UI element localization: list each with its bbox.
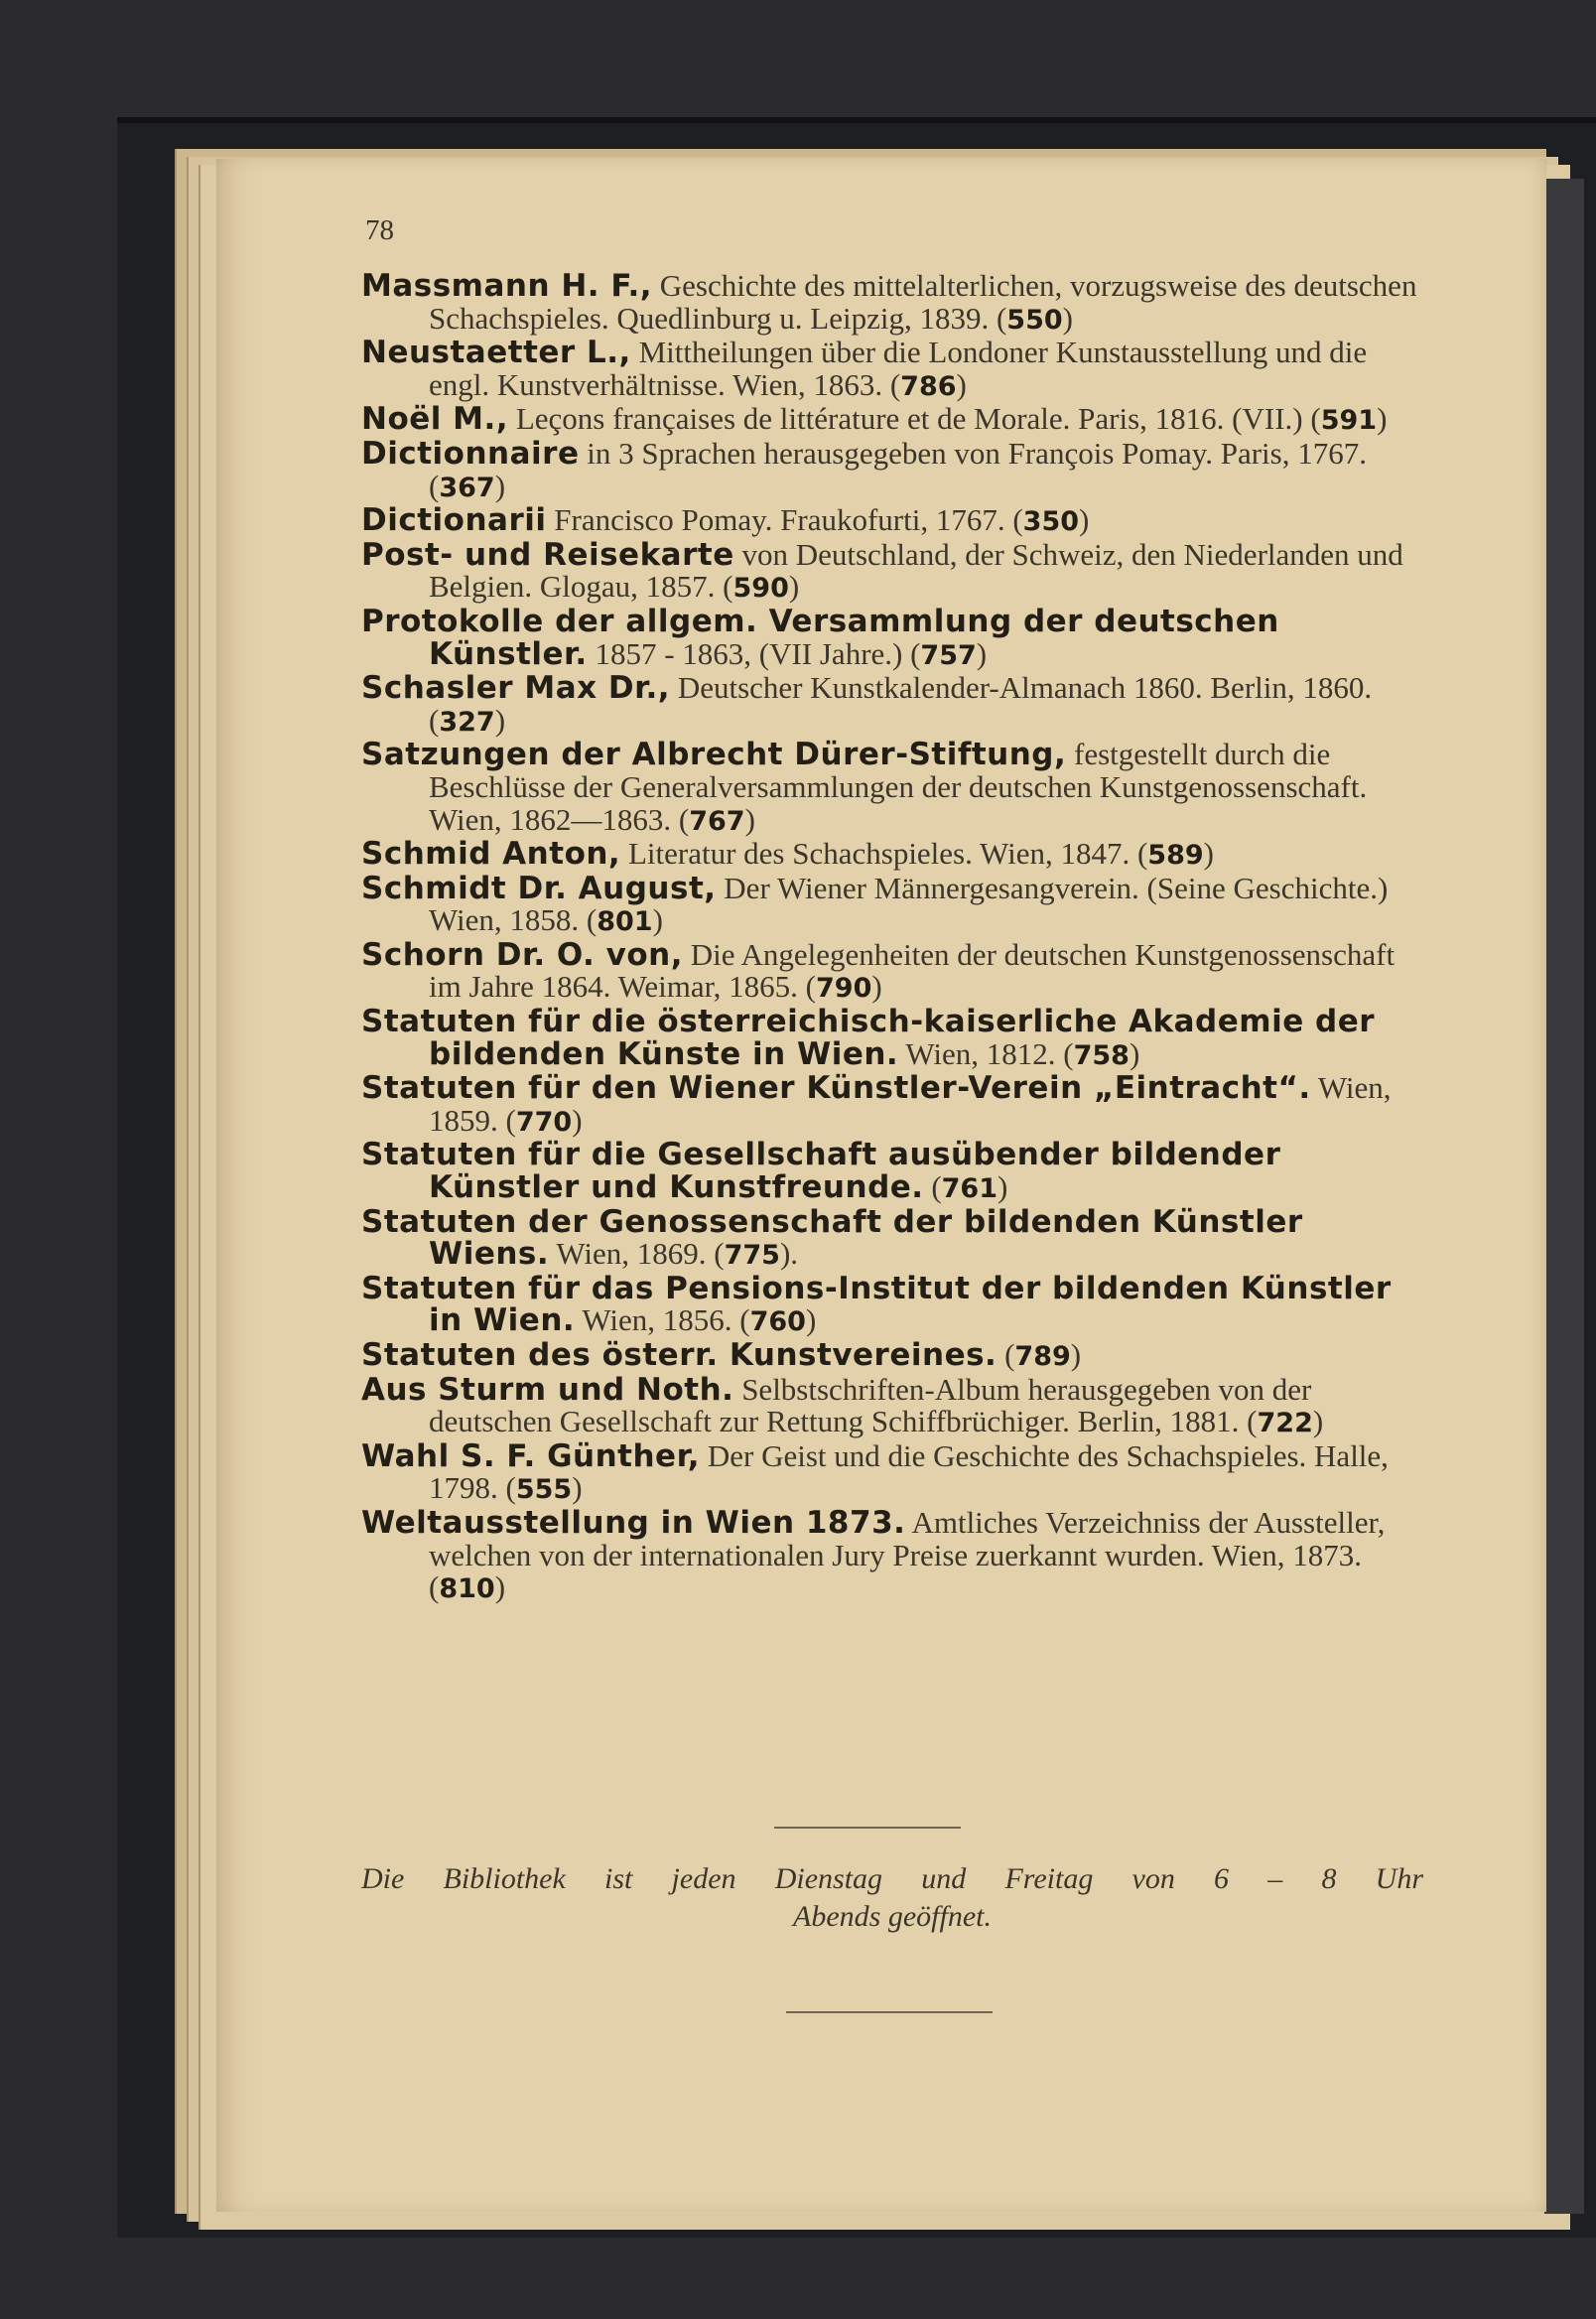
entry-heading: Dictionnaire xyxy=(361,435,580,472)
entry-tail: ) xyxy=(1079,502,1090,538)
facing-page-edge xyxy=(1544,179,1584,2214)
catalogue-entry xyxy=(361,536,1421,606)
entry-heading: Post- und Reisekarte xyxy=(361,536,734,573)
entry-tail: ) xyxy=(956,366,967,402)
catalogue-entry xyxy=(361,435,1421,504)
entry-tail: ) xyxy=(494,1569,506,1605)
entry-tail: ) xyxy=(1203,836,1214,872)
catalogue-entry xyxy=(361,936,1421,1006)
catalogue-entry xyxy=(361,1504,1421,1606)
entry-number: 758 xyxy=(1073,1039,1130,1071)
entry-tail: ) xyxy=(1129,1035,1140,1071)
entry-tail: ) xyxy=(744,801,755,837)
entry-tail: ) xyxy=(871,969,882,1005)
catalogue-entry xyxy=(361,1270,1421,1339)
entry-heading: Neustaetter L., xyxy=(361,335,631,371)
entry-tail: ) xyxy=(572,1470,583,1506)
entry-description: von Deutschland, der Schweiz, den Niederlanden und Belgien. Glogau, 1857. ( xyxy=(429,536,1403,605)
catalogue-entry xyxy=(361,1339,1421,1374)
entry-heading: Schorn Dr. O. von, xyxy=(361,936,683,973)
entry-heading: Noël M., xyxy=(361,401,509,438)
entry-tail: ) xyxy=(652,902,663,938)
entry-tail: ) xyxy=(788,569,800,605)
entry-heading: Weltausstellung in Wien 1873. xyxy=(361,1504,906,1541)
entry-number: 327 xyxy=(439,706,495,738)
entry-number: 767 xyxy=(689,805,745,837)
entry-tail: ) xyxy=(572,1102,583,1138)
entry-description: Wien, 1856. ( xyxy=(575,1302,750,1338)
entry-heading: Schmid Anton, xyxy=(361,836,621,873)
catalogue-entry xyxy=(361,337,1421,403)
entry-description: Der Wiener Männergesangverein. (Seine Geschichte.) Wien, 1858. ( xyxy=(429,870,1389,938)
entry-number: 367 xyxy=(439,472,495,503)
catalogue-entry xyxy=(361,672,1421,739)
entry-tail: ) xyxy=(1377,401,1388,437)
page-number: 78 xyxy=(365,214,394,246)
entry-heading: Aus Sturm und Noth. xyxy=(361,1371,734,1408)
entry-number: 801 xyxy=(597,906,653,938)
entry-tail: ) xyxy=(805,1302,817,1338)
entry-heading: Schmidt Dr. August, xyxy=(361,870,717,906)
divider-rule-bottom xyxy=(786,2011,993,2013)
entry-tail: ) xyxy=(976,635,988,671)
catalogue-entry xyxy=(361,1072,1421,1139)
catalogue-entry xyxy=(361,739,1421,838)
entry-number: 790 xyxy=(816,973,872,1005)
library-hours-note xyxy=(361,1860,1423,1936)
entry-description: Literatur des Schachspieles. Wien, 1847. ( xyxy=(620,836,1148,872)
entry-description: ( xyxy=(923,1169,942,1205)
catalogue-entry xyxy=(361,838,1421,873)
library-hours-line-2: Abends geöffnet. xyxy=(793,1900,992,1933)
entry-heading: Dictionarii xyxy=(361,502,547,539)
entry-number: 786 xyxy=(900,370,957,402)
entry-number: 555 xyxy=(515,1474,573,1506)
entry-description: Geschichte des mittelalterlichen, vorzugsweise des deutschen Schachspieles. Quedlinburg u. Leipzig, 1839. ( xyxy=(429,268,1417,336)
entry-description: Der Geist und die Geschichte des Schachspieles. Halle, 1798. ( xyxy=(429,1437,1389,1506)
entry-number: 810 xyxy=(439,1573,495,1605)
entry-description: ( xyxy=(997,1337,1015,1372)
entry-number: 590 xyxy=(732,573,789,605)
catalogue-entry xyxy=(361,1371,1421,1440)
entry-heading: Satzungen der Albrecht Dürer-Stiftung, xyxy=(361,737,1067,773)
entry-tail: ) xyxy=(494,702,506,738)
entry-number: 760 xyxy=(749,1306,806,1338)
entry-description: Wien, 1869. ( xyxy=(549,1236,725,1272)
entry-tail: ). xyxy=(779,1236,799,1272)
entry-tail: ) xyxy=(1070,1337,1082,1372)
entry-tail: ) xyxy=(998,1169,1008,1205)
entry-description: Leçons françaises de littérature et de Morale. Paris, 1816. (VII.) ( xyxy=(508,401,1321,437)
entry-heading: Statuten für die Gesellschaft ausübender bildender Künstler und Kunstfreunde. xyxy=(361,1137,1281,1206)
entry-heading: Statuten für das Pensions-Institut der bildenden Künstler in Wien. xyxy=(361,1270,1392,1339)
entry-number: 350 xyxy=(1022,506,1080,538)
entry-heading: Statuten für die österreichisch-kaiserliche Akademie der bildenden Künste in Wien. xyxy=(361,1004,1376,1072)
entry-tail: ) xyxy=(494,468,506,503)
entry-number: 775 xyxy=(724,1240,780,1272)
entry-description: festgestellt durch die Beschlüsse der Generalversammlungen der deutschen Kunstgenossenschaft. Wien, 1862—1863. ( xyxy=(429,737,1368,837)
entry-description: Wien, 1859. ( xyxy=(429,1070,1392,1138)
catalogue-entry xyxy=(361,1203,1421,1273)
entry-number: 550 xyxy=(1006,304,1063,336)
catalogue-entries xyxy=(361,270,1421,1606)
catalogue-entry xyxy=(361,1437,1421,1507)
entry-heading: Wahl S. F. Günther, xyxy=(361,1437,701,1474)
entry-heading: Protokolle der allgem. Versammlung der deutschen Künstler. xyxy=(361,603,1279,672)
catalogue-entry xyxy=(361,1139,1421,1205)
entry-heading: Statuten des österr. Kunstvereines. xyxy=(361,1337,998,1373)
entry-description: Selbstschriften-Album herausgegeben von der deutschen Gesellschaft zur Rettung Schiffbrüchiger. Berlin, 1881. ( xyxy=(429,1371,1312,1439)
entry-description: in 3 Sprachen herausgegeben von François Pomay. Paris, 1767. ( xyxy=(429,435,1367,503)
entry-number: 589 xyxy=(1147,840,1204,872)
entry-number: 761 xyxy=(941,1173,998,1205)
entry-tail: ) xyxy=(1312,1404,1324,1439)
entry-heading: Statuten der Genossenschaft der bildenden Künstler Wiens. xyxy=(361,1203,1303,1273)
entry-number: 789 xyxy=(1014,1341,1071,1372)
entry-number: 770 xyxy=(515,1106,573,1138)
entry-number: 722 xyxy=(1257,1408,1313,1439)
entry-heading: Schasler Max Dr., xyxy=(361,670,671,707)
divider-rule-top xyxy=(774,1827,961,1829)
catalogue-entry xyxy=(361,870,1421,939)
catalogue-entry xyxy=(361,270,1421,337)
entry-description: Wien, 1812. ( xyxy=(898,1035,1074,1071)
catalogue-entry xyxy=(361,504,1421,539)
entry-description: Mittheilungen über die Londoner Kunstausstellung und die engl. Kunstverhältnisse. Wien, 1863. ( xyxy=(429,335,1368,402)
catalogue-entry xyxy=(361,603,1421,672)
entry-number: 591 xyxy=(1320,405,1378,437)
library-hours-line-1: Die Bibliothek ist jeden Dienstag und Freitag von 6 – 8 Uhr xyxy=(361,1862,1423,1895)
entry-heading: Massmann H. F., xyxy=(361,268,653,304)
catalogue-entry xyxy=(361,1006,1421,1072)
entry-tail: ) xyxy=(1062,300,1073,336)
entry-heading: Statuten für den Wiener Künstler-Verein „Eintracht“. xyxy=(361,1070,1311,1107)
catalogue-entry xyxy=(361,403,1421,438)
entry-description: 1857 - 1863, (VII Jahre.) ( xyxy=(587,635,921,671)
entry-description: Die Angelegenheiten der deutschen Kunstgenossenschaft im Jahre 1864. Weimar, 1865. ( xyxy=(429,936,1396,1005)
entry-number: 757 xyxy=(920,639,977,671)
entry-description: Amtliches Verzeichniss der Aussteller, welchen von der internationalen Jury Preise zuerkannt wurden. Wien, 1873. ( xyxy=(429,1504,1386,1605)
entry-description: Deutscher Kunstkalender-Almanach 1860. Berlin, 1860. ( xyxy=(429,670,1373,738)
entry-description: Francisco Pomay. Fraukofurti, 1767. ( xyxy=(546,502,1023,538)
